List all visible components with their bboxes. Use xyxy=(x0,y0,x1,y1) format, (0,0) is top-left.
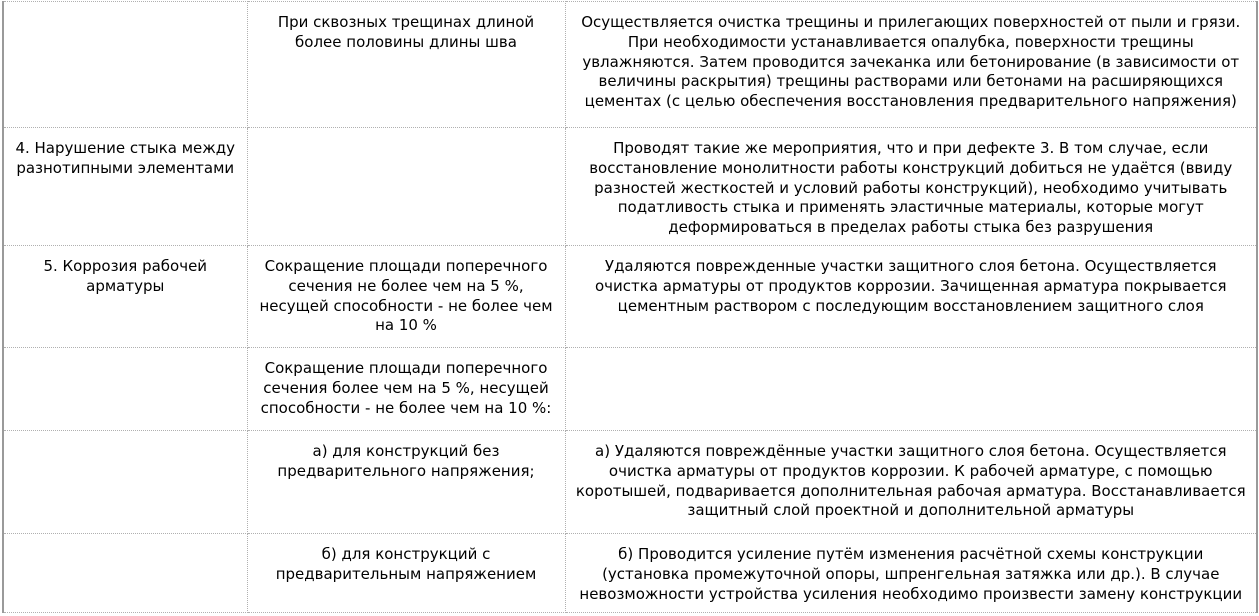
table-cell-remedy: а) Удаляются повреждённые участки защитного слоя бетона. Осуществляется очистка арматуры от продуктов коррозии. К рабочей арматуре, с помощью коротышей, подваривается дополнительная рабочая арматура. Восстанавливается защитный слой проектной и дополнительной арматуры xyxy=(565,431,1257,534)
table-cell-remedy: б) Проводится усиление путём изменения расчётной схемы конструкции (установка промежуточной опоры, шпренгельная затяжка или др.). В случае невозможности устройства усиления необходимо произвести замену конструкции xyxy=(565,534,1257,613)
table-row xyxy=(3,2,1257,128)
table-row xyxy=(3,534,1257,613)
table-cell-condition: При сквозных трещинах длиной более половины длины шва xyxy=(247,2,565,128)
table-cell-condition: Сокращение площади поперечного сечения не более чем на 5 %, несущей способности - не более чем на 10 % xyxy=(247,246,565,348)
table-cell-remedy: Удаляются поврежденные участки защитного слоя бетона. Осуществляется очистка арматуры от продуктов коррозии. Зачищенная арматура покрывается цементным раствором с последующим восстановлением защитного слоя xyxy=(565,246,1257,348)
defects-table xyxy=(2,1,1258,613)
table-cell-condition: б) для конструкций с предварительным напряжением xyxy=(247,534,565,613)
table-cell-remedy xyxy=(565,348,1257,431)
table-cell-remedy: Осуществляется очистка трещины и прилегающих поверхностей от пыли и грязи. При необходимости устанавливается опалубка, поверхности трещины увлажняются. Затем проводится зачеканка или бетонирование (в зависимости от величины раскрытия) трещины растворами или бетонами на расширяющихся цементах (с целью обеспечения восстановления предварительного напряжения) xyxy=(565,2,1257,128)
table-cell-remedy: Проводят такие же мероприятия, что и при дефекте 3. В том случае, если восстановление монолитности работы конструкций добиться не удаётся (ввиду разностей жесткостей и условий работы конструкций), необходимо учитывать податливость стыка и применять эластичные материалы, которые могут деформироваться в пределах работы стыка без разрушения xyxy=(565,128,1257,246)
table-cell-defect: 4. Нарушение стыка между разнотипными элементами xyxy=(3,128,247,246)
table-cell-defect: 5. Коррозия рабочей арматуры xyxy=(3,246,247,348)
table-cell-condition: Сокращение площади поперечного сечения более чем на 5 %, несущей способности - не более чем на 10 %: xyxy=(247,348,565,431)
table-row xyxy=(3,431,1257,534)
table-cell-defect xyxy=(3,534,247,613)
table-cell-defect xyxy=(3,2,247,128)
table-cell-condition xyxy=(247,128,565,246)
table-row xyxy=(3,246,1257,348)
table-cell-condition: а) для конструкций без предварительного напряжения; xyxy=(247,431,565,534)
table-row xyxy=(3,348,1257,431)
table-cell-defect xyxy=(3,431,247,534)
defects-table-body xyxy=(3,2,1257,613)
table-cell-defect xyxy=(3,348,247,431)
table-row xyxy=(3,128,1257,246)
